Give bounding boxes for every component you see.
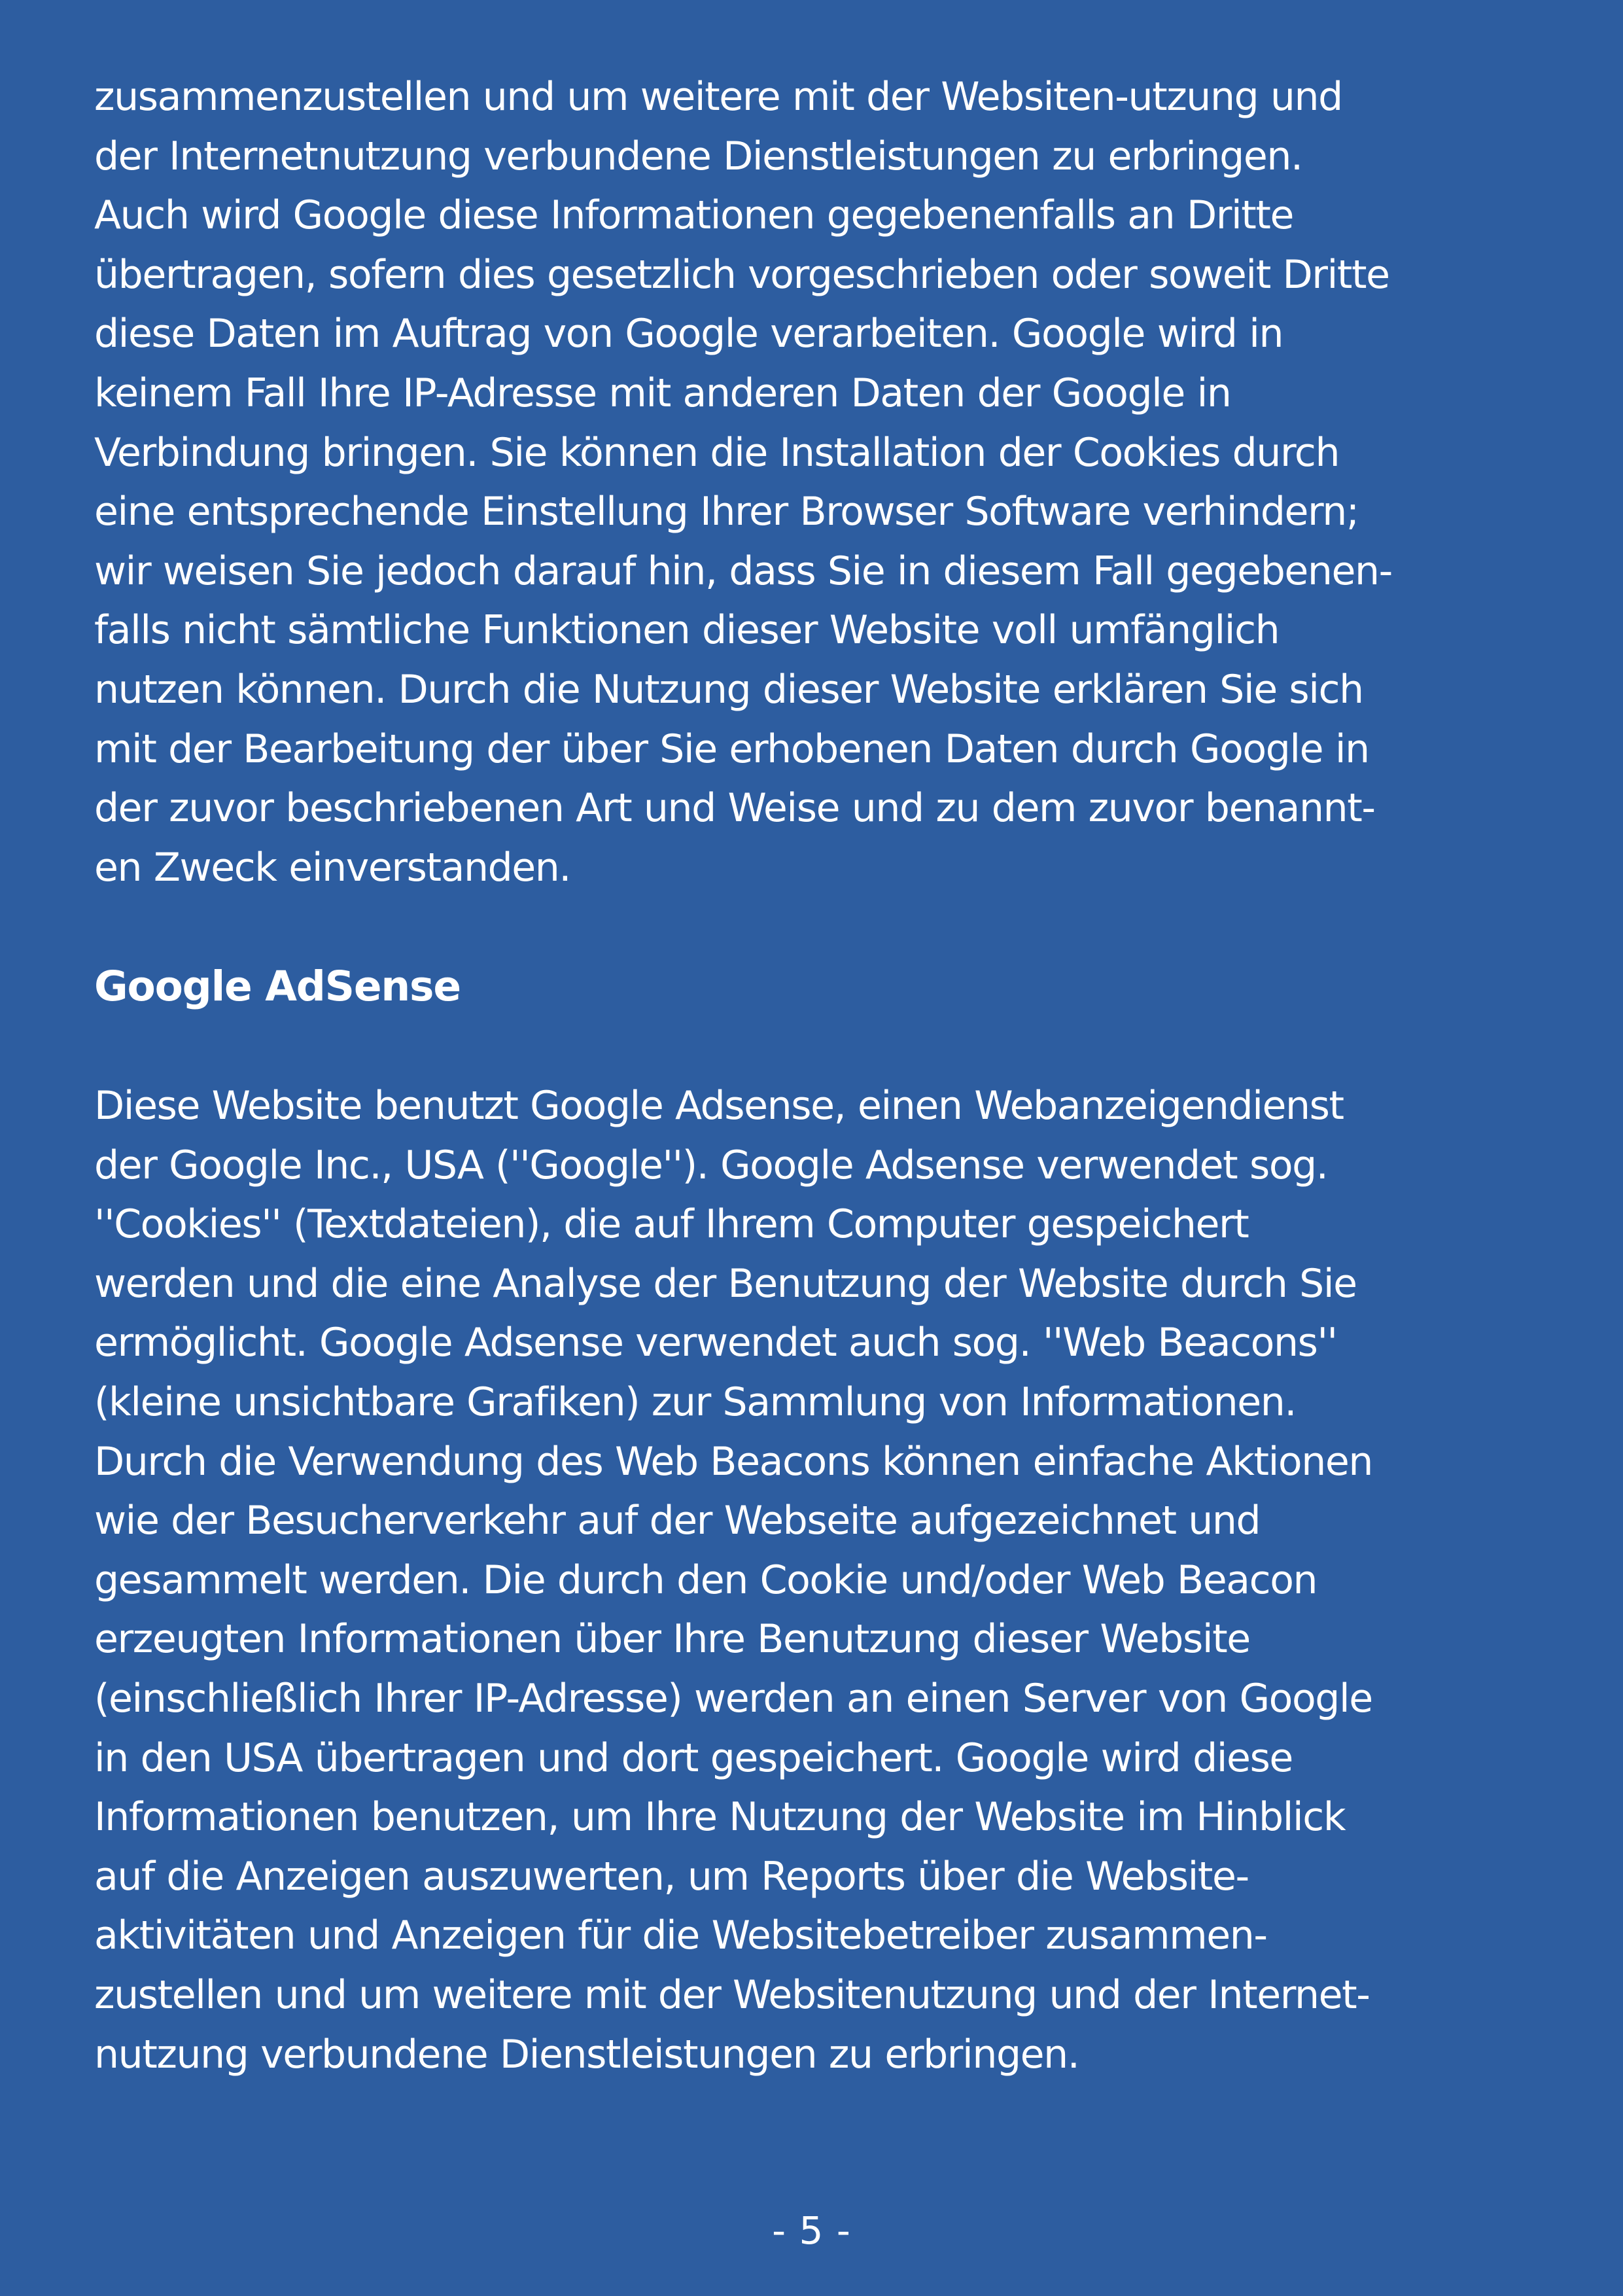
- paragraph-line: aktivitäten und Anzeigen für die Websitebetreiber zusammen-: [94, 1913, 1267, 1959]
- paragraph-line: zusammenzustellen und um weitere mit der Websiten-utzung und: [94, 74, 1342, 120]
- paragraph-line: wie der Besucherverkehr auf der Webseite aufgezeichnet und: [94, 1498, 1261, 1544]
- paragraph-line: Durch die Verwendung des Web Beacons können einfache Aktionen: [94, 1438, 1372, 1485]
- paragraph-line: werden und die eine Analyse der Benutzung der Website durch Sie: [94, 1260, 1357, 1307]
- paragraph-line: erzeugten Informationen über Ihre Benutzung dieser Website: [94, 1616, 1250, 1663]
- paragraph-line: falls nicht sämtliche Funktionen dieser Website voll umfänglich: [94, 607, 1280, 654]
- paragraph-line: der Google Inc., USA (''Google''). Google Adsense verwendet sog.: [94, 1142, 1328, 1188]
- paragraph-line: übertragen, sofern dies gesetzlich vorgeschrieben oder soweit Dritte: [94, 251, 1389, 298]
- paragraph-line: (einschließlich Ihrer IP-Adresse) werden an einen Server von Google: [94, 1675, 1372, 1722]
- paragraph-line: der Internetnutzung verbundene Dienstleistungen zu erbringen.: [94, 133, 1302, 179]
- privacy-paragraph-continued: [94, 67, 1392, 897]
- paragraph-line: gesammelt werden. Die durch den Cookie und/oder Web Beacon: [94, 1557, 1318, 1603]
- paragraph-line: ermöglicht. Google Adsense verwendet auch sog. ''Web Beacons'': [94, 1320, 1337, 1366]
- paragraph-line: Diese Website benutzt Google Adsense, einen Webanzeigendienst: [94, 1083, 1344, 1129]
- paragraph-line: Verbindung bringen. Sie können die Installation der Cookies durch: [94, 429, 1340, 476]
- paragraph-line: in den USA übertragen und dort gespeichert. Google wird diese: [94, 1735, 1293, 1781]
- paragraph-line: nutzung verbundene Dienstleistungen zu erbringen.: [94, 2031, 1079, 2077]
- paragraph-line: en Zweck einverstanden.: [94, 844, 571, 891]
- paragraph-line: diese Daten im Auftrag von Google verarbeiten. Google wird in: [94, 311, 1283, 357]
- paragraph-line: zustellen und um weitere mit der Websitenutzung und der Internet-: [94, 1971, 1370, 2018]
- paragraph-line: keinem Fall Ihre IP-Adresse mit anderen Daten der Google in: [94, 370, 1231, 416]
- paragraph-line: mit der Bearbeitung der über Sie erhobenen Daten durch Google in: [94, 726, 1369, 772]
- paragraph-line: Auch wird Google diese Informationen gegebenenfalls an Dritte: [94, 192, 1294, 239]
- paragraph-line: nutzen können. Durch die Nutzung dieser Website erklären Sie sich: [94, 666, 1363, 713]
- paragraph-line: (kleine unsichtbare Grafiken) zur Sammlung von Informationen.: [94, 1379, 1297, 1425]
- section-heading-google-adsense: Google AdSense: [94, 963, 461, 1010]
- paragraph-line: wir weisen Sie jedoch darauf hin, dass Sie in diesem Fall gegebenen-: [94, 548, 1392, 594]
- paragraph-line: Informationen benutzen, um Ihre Nutzung der Website im Hinblick: [94, 1794, 1346, 1841]
- google-adsense-paragraph: [94, 1076, 1372, 2084]
- paragraph-line: auf die Anzeigen auszuwerten, um Reports über die Website-: [94, 1853, 1249, 1899]
- paragraph-line: ''Cookies'' (Textdateien), die auf Ihrem Computer gespeichert: [94, 1201, 1249, 1248]
- paragraph-line: eine entsprechende Einstellung Ihrer Browser Software verhindern;: [94, 489, 1359, 535]
- page-number: - 5 -: [772, 2208, 851, 2253]
- paragraph-line: der zuvor beschriebenen Art und Weise und zu dem zuvor benannt-: [94, 785, 1375, 832]
